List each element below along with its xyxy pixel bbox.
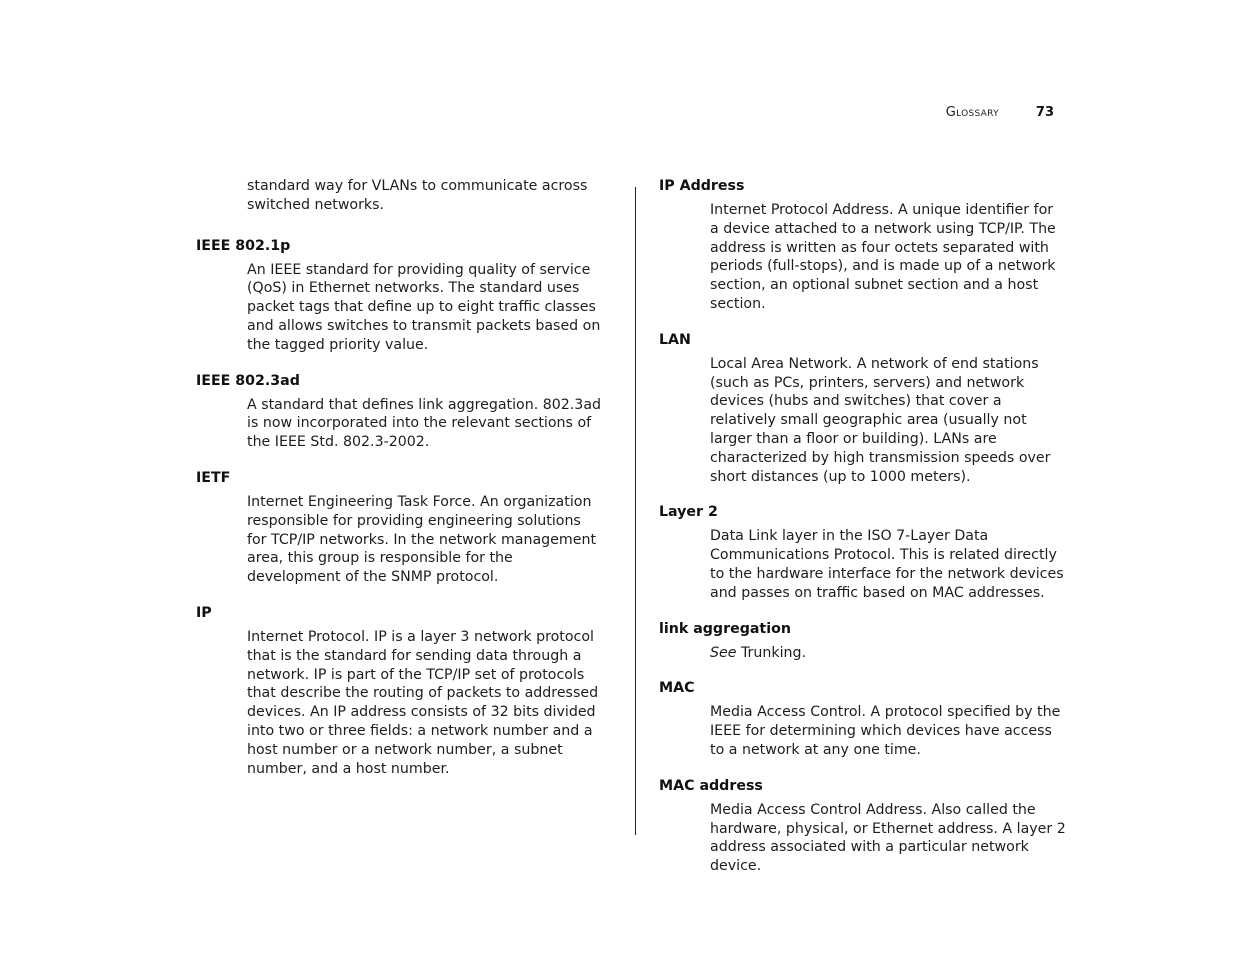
- glossary-entry-ip-address: [659, 177, 1079, 314]
- glossary-definition: Internet Protocol Address. A unique identifier for a device attached to a network using TCP/IP. The address is written as four octets separated with periods (full-stops), and is made up of a network section, an optional subnet section and a host section.: [710, 202, 1056, 312]
- glossary-definition: A standard that defines link aggregation. 802.3ad is now incorporated into the relevant sections of the IEEE Std. 802.3-2002.: [247, 396, 602, 451]
- glossary-term: Layer 2: [659, 504, 718, 521]
- continued-definition: standard way for VLANs to communicate across switched networks.: [247, 178, 588, 213]
- glossary-entry-mac-address: [659, 777, 1079, 876]
- glossary-definition: Media Access Control. A protocol specified by the IEEE for determining which devices have access to a network at any one time.: [710, 704, 1061, 758]
- glossary-entry-ieee-802-3ad: [196, 372, 616, 452]
- glossary-entry-link-aggregation: [659, 620, 1079, 663]
- glossary-definition: Internet Engineering Task Force. An organization responsible for providing engineering solutions for TCP/IP networks. In the network management area, this group is responsible for the development of the SNMP protocol.: [247, 493, 597, 586]
- glossary-term: IEEE 802.3ad: [196, 372, 300, 389]
- glossary-term: IP: [196, 604, 212, 621]
- see-prefix: See: [710, 644, 737, 661]
- glossary-term: IETF: [196, 469, 231, 486]
- glossary-term: IP Address: [659, 178, 745, 194]
- glossary-term: link aggregation: [659, 620, 791, 637]
- glossary-definition: Data Link layer in the ISO 7-Layer Data Communications Protocol. This is related directly to the hardware interface for the network devices and passes on traffic based on MAC addresses.: [710, 528, 1064, 601]
- glossary-entry-ietf: [196, 469, 616, 587]
- glossary-entry-ieee-802-1p: [196, 237, 616, 355]
- glossary-entry-mac: [659, 679, 1079, 759]
- running-header: [946, 105, 1054, 120]
- glossary-term: IEEE 802.1p: [196, 237, 291, 254]
- header-section-title: Glossary: [945, 105, 999, 120]
- glossary-column-right: [659, 177, 1079, 893]
- page-number: 73: [1035, 105, 1054, 120]
- glossary-definition: Local Area Network. A network of end stations (such as PCs, printers, servers) and network devices (hubs and switches) that cover a relatively small geographic area (usually not larger than a floor or building). LANs are characterized by high transmission speeds over short distances (up to 1000 meters).: [710, 355, 1051, 485]
- see-reference: Trunking.: [736, 644, 807, 661]
- glossary-entry-layer-2: [659, 503, 1079, 602]
- glossary-term: MAC address: [659, 777, 763, 794]
- column-divider: [635, 187, 636, 835]
- glossary-definition: Internet Protocol. IP is a layer 3 network protocol that is the standard for sending data through a network. IP is part of the TCP/IP set of protocols that describe the routing of packets to addressed devices. An IP address consists of 32 bits divided into two or three fields: a network number and a host number or a network number, a subnet number, and a host number.: [247, 628, 599, 777]
- glossary-definition: An IEEE standard for providing quality of service (QoS) in Ethernet networks. The standard uses packet tags that define up to eight traffic classes and allows switches to transmit packets based on the tagged priority value.: [247, 261, 601, 353]
- glossary-term: LAN: [659, 331, 691, 348]
- glossary-definition: Media Access Control Address. Also called the hardware, physical, or Ethernet address. A layer 2 address associated with a particular network device.: [710, 801, 1066, 875]
- glossary-entry-ip: [196, 604, 616, 778]
- glossary-term: MAC: [659, 680, 695, 697]
- glossary-definition: [710, 644, 1066, 663]
- glossary-column-left: [196, 177, 616, 795]
- glossary-entry-lan: [659, 331, 1079, 487]
